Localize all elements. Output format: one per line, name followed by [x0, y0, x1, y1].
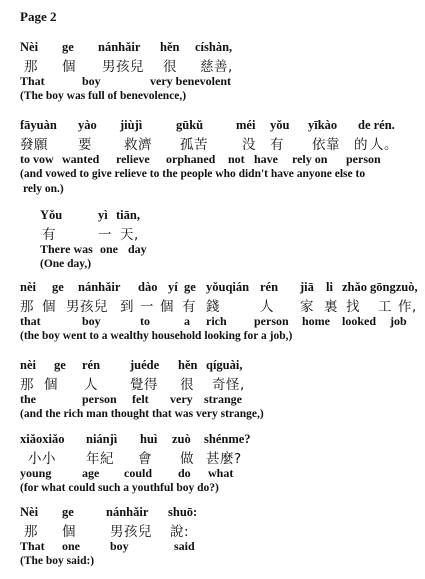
english-word: one	[100, 242, 118, 256]
english-word: boy	[82, 314, 101, 328]
english-word: boy	[82, 74, 101, 88]
pinyin-word: li	[326, 280, 333, 294]
pinyin-word: nèi	[20, 358, 36, 372]
pinyin-word: gōngzuò,	[370, 280, 418, 294]
english-word: young	[20, 466, 52, 480]
translation-line: (and the rich man thought that was very strange,)	[20, 408, 264, 420]
chinese-word: 做	[180, 451, 194, 467]
pinyin-word: hěn	[178, 358, 198, 372]
chinese-word: 個	[62, 59, 76, 75]
chinese-word: 會	[138, 451, 152, 467]
english-word: day	[128, 242, 147, 256]
chinese-word: 個	[62, 524, 76, 540]
pinyin-word: niánjì	[86, 432, 118, 446]
pinyin-word: zhǎo	[342, 280, 367, 294]
pinyin-word: nánhǎir	[98, 40, 141, 54]
pinyin-word: juéde	[130, 358, 160, 372]
english-word: That	[20, 539, 45, 553]
chinese-word: 工	[378, 299, 392, 315]
pinyin-word: tiān,	[116, 208, 140, 222]
english-word: orphaned	[166, 152, 216, 166]
pinyin-word: císhàn,	[195, 40, 233, 54]
chinese-word: 有	[42, 227, 56, 243]
page-label: Page 2	[20, 9, 57, 24]
english-word: strange	[204, 392, 242, 406]
translation-line: (the boy went to a wealthy household looking for a job,)	[20, 330, 293, 342]
pinyin-word: ge	[52, 280, 64, 294]
chinese-word: 没	[242, 137, 256, 153]
pinyin-word: fāyuàn	[20, 118, 57, 132]
chinese-word: 那	[24, 59, 38, 75]
english-word: could	[124, 466, 153, 480]
chinese-word: 個	[42, 299, 56, 315]
pinyin-word: xiǎoxiǎo	[20, 432, 65, 446]
chinese-word: 有	[270, 137, 284, 153]
chinese-word: 找	[346, 299, 360, 315]
chinese-word: 說:	[170, 524, 190, 540]
translation-line: (and vowed to give relieve to the people who didn't have anyone else to	[20, 168, 366, 180]
chinese-word: 家	[300, 299, 314, 315]
chinese-word: 的	[354, 137, 368, 153]
chinese-word: 孤苦	[180, 137, 208, 153]
chinese-word: 發願	[20, 137, 48, 153]
chinese-word: 要	[78, 137, 92, 153]
pinyin-word: jiùjì	[120, 118, 143, 132]
pinyin-word: yào	[78, 118, 97, 132]
chinese-word: 奇怪,	[212, 377, 245, 393]
english-word: person	[254, 314, 289, 328]
pinyin-word: nánhǎir	[78, 280, 121, 294]
english-word: person	[346, 152, 381, 166]
english-word: to	[140, 314, 150, 328]
pinyin-word: yǒuqián	[206, 280, 250, 294]
english-word: rich	[206, 314, 227, 328]
pinyin-word: yīkào	[308, 118, 338, 132]
chinese-word: 錢	[206, 299, 220, 315]
english-word: to vow	[20, 152, 54, 166]
english-word: one	[62, 539, 80, 553]
english-word: That	[20, 74, 45, 88]
pinyin-word: gūkǔ	[176, 118, 204, 132]
english-word: what	[208, 466, 234, 480]
chinese-word: 一	[98, 227, 112, 243]
pinyin-word: shénme?	[204, 432, 251, 446]
chinese-word: 依靠	[312, 137, 340, 153]
chinese-word: 那	[24, 524, 38, 540]
english-word: that	[20, 314, 41, 328]
pinyin-word: huì	[140, 432, 158, 446]
english-word: very benevolent	[150, 74, 231, 88]
chinese-word: 裏	[324, 299, 338, 315]
pinyin-word: rén	[82, 358, 101, 372]
pinyin-word: yí	[168, 280, 178, 294]
english-word: felt	[132, 392, 149, 406]
pinyin-word: hěn	[160, 40, 180, 54]
chinese-word: 很	[163, 59, 177, 75]
translation-line: (The boy said:)	[20, 555, 95, 567]
translation-line: (The boy was full of benevolence,)	[20, 90, 187, 102]
pinyin-word: zuò	[172, 432, 191, 446]
chinese-word: 作,	[398, 299, 417, 315]
pinyin-word: Nèi	[20, 505, 39, 519]
translation-line: (for what could such a youthful boy do?)	[20, 482, 219, 494]
chinese-word: 很	[180, 377, 194, 393]
english-word: looked	[342, 314, 377, 328]
chinese-word: 個	[160, 299, 174, 315]
chinese-word: 那	[20, 377, 34, 393]
chinese-word: 一	[140, 299, 154, 315]
english-word: There was	[40, 242, 93, 256]
pinyin-word: Nèi	[20, 40, 39, 54]
pinyin-word: méi	[236, 118, 256, 132]
pinyin-word: jiā	[300, 280, 314, 294]
pinyin-word: ge	[62, 40, 74, 54]
pinyin-word: Yǒu	[40, 208, 63, 222]
english-word: boy	[110, 539, 129, 553]
pinyin-word: rén	[260, 280, 279, 294]
chinese-word: 救濟	[124, 137, 152, 153]
english-word: job	[390, 314, 407, 328]
chinese-word: 甚麼?	[206, 451, 242, 467]
pinyin-word: yì	[98, 208, 108, 222]
pinyin-word: ge	[184, 280, 196, 294]
english-word: said	[174, 539, 195, 553]
translation-line: rely on.)	[23, 183, 64, 195]
pinyin-word: qíguài,	[206, 358, 243, 372]
pinyin-word: yǒu	[270, 118, 290, 132]
chinese-word: 有	[182, 299, 196, 315]
english-word: rely on	[292, 152, 328, 166]
pinyin-word: nèi	[20, 280, 36, 294]
english-word: age	[82, 466, 100, 480]
chinese-word: 年紀	[86, 451, 114, 467]
english-word: home	[302, 314, 330, 328]
english-word: the	[20, 392, 36, 406]
chinese-word: 人	[84, 377, 98, 393]
pinyin-word: shuō:	[168, 505, 198, 519]
translation-line: (One day,)	[40, 258, 92, 270]
english-word: not	[228, 152, 245, 166]
chinese-word: 男孩兒	[102, 59, 144, 75]
chinese-word: 男孩兒	[110, 524, 152, 540]
english-word: person	[82, 392, 117, 406]
chinese-word: 小小	[28, 451, 56, 467]
pinyin-word: nánhǎir	[106, 505, 149, 519]
chinese-word: 那	[20, 299, 34, 315]
pinyin-word: de rén.	[358, 118, 395, 132]
english-word: have	[254, 152, 278, 166]
chinese-word: 慈善,	[200, 59, 233, 75]
chinese-word: 天,	[120, 227, 139, 243]
english-word: a	[184, 314, 190, 328]
chinese-word: 男孩兒	[66, 299, 108, 315]
pinyin-word: dào	[138, 280, 158, 294]
chinese-word: 人。	[370, 137, 398, 153]
chinese-word: 到	[120, 299, 134, 315]
english-word: do	[178, 466, 191, 480]
chinese-word: 覺得	[130, 377, 158, 393]
english-word: very	[170, 392, 193, 406]
english-word: wanted	[62, 152, 100, 166]
pinyin-word: ge	[54, 358, 66, 372]
pinyin-word: ge	[62, 505, 74, 519]
chinese-word: 人	[260, 299, 274, 315]
english-word: relieve	[116, 152, 150, 166]
chinese-word: 個	[44, 377, 58, 393]
